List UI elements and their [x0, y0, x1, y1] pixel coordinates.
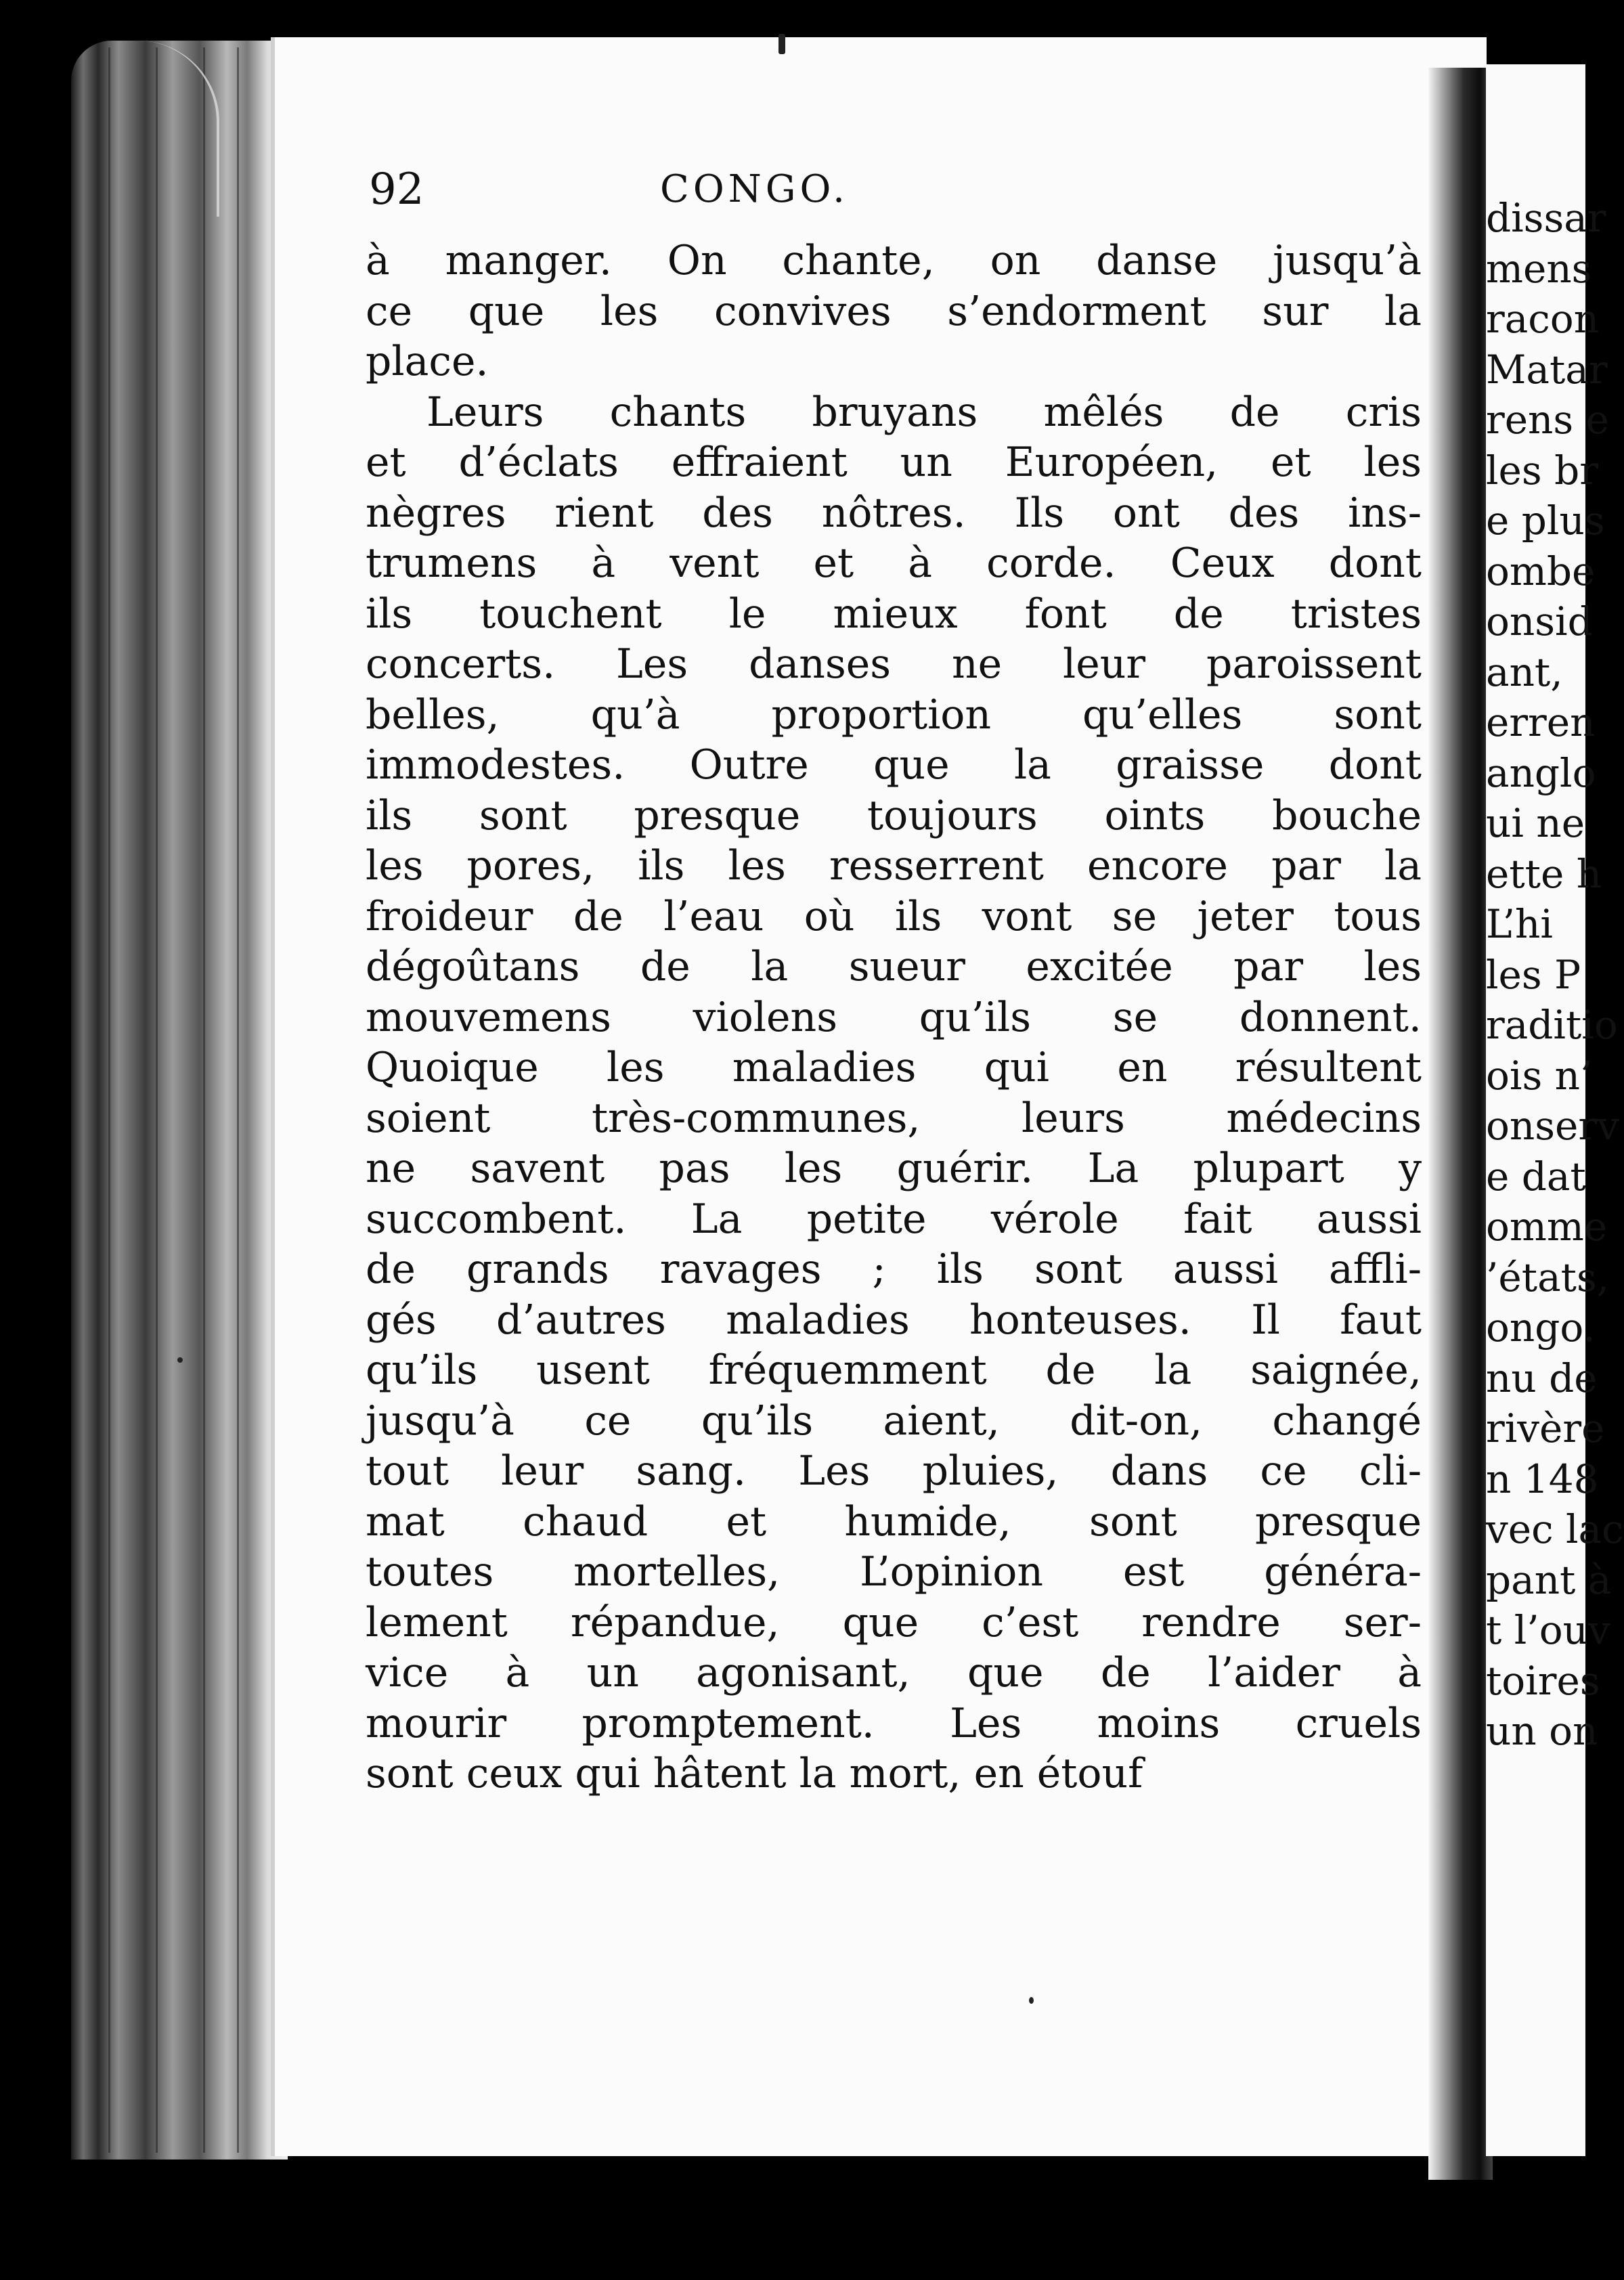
text-line: Quoique les maladies qui en résultent	[366, 1044, 1422, 1091]
right-page-fragment: raditio	[1486, 1002, 1618, 1048]
text-line: lement répandue, que c’est rendre ser-	[366, 1598, 1422, 1646]
right-page-fragment: rivère	[1486, 1405, 1605, 1451]
right-page-fragment: anglo	[1486, 749, 1596, 796]
right-page-fragment: omme	[1486, 1204, 1608, 1250]
text-line: tout leur sang. Les pluies, dans ce cli-	[366, 1447, 1422, 1495]
right-page-fragment: ois n’	[1486, 1052, 1593, 1099]
right-page-fragment: rens e	[1486, 397, 1609, 443]
right-page-fragment: e plus	[1486, 498, 1605, 544]
right-page-fragment: onserv	[1486, 1103, 1619, 1149]
text-line: toutes mortelles, L’opinion est généra-	[366, 1548, 1422, 1596]
text-line: ne savent pas les guérir. La plupart y	[366, 1145, 1422, 1192]
ink-speck	[177, 1357, 183, 1363]
text-line: et d’éclats effraient un Européen, et les	[366, 439, 1422, 486]
right-page-fragment: les P	[1486, 951, 1581, 998]
running-head: CONGO.	[660, 167, 849, 211]
right-page-fragment: erren	[1486, 699, 1596, 745]
text-line: jusqu’à ce qu’ils aient, dit-on, changé	[366, 1397, 1422, 1445]
right-page-fragment: dissar	[1486, 195, 1606, 241]
right-page-fragment: toires	[1486, 1657, 1600, 1704]
right-page-fragment: ant,	[1486, 649, 1563, 695]
right-page-fragment: nu de	[1486, 1355, 1598, 1401]
right-page-fragment: vec lac	[1486, 1506, 1624, 1552]
text-line: sont ceux qui hâtent la mort, en étouf	[366, 1750, 1143, 1797]
text-line: trumens à vent et à corde. Ceux dont	[366, 540, 1422, 587]
text-line: Leurs chants bruyans mêlés de cris	[426, 388, 1422, 436]
right-page-fragment: n 148	[1486, 1455, 1599, 1502]
right-page-fragment: t l’ouv	[1486, 1607, 1610, 1653]
text-line: mourir promptement. Les moins cruels	[366, 1699, 1422, 1747]
right-page-fragment: ette h	[1486, 850, 1602, 897]
right-page-fragment: e dat	[1486, 1153, 1586, 1200]
right-page-fragment: L’hi	[1486, 901, 1553, 947]
text-line: gés d’autres maladies honteuses. Il faut	[366, 1296, 1422, 1344]
page-number: 92	[369, 165, 424, 215]
text-line: dégoûtans de la sueur excitée par les	[366, 943, 1422, 990]
right-page-fragment: ongo.	[1486, 1305, 1596, 1351]
text-line: ils touchent le mieux font de tristes	[366, 590, 1422, 638]
text-line: à manger. On chante, on danse jusqu’à	[366, 237, 1422, 284]
text-line: nègres rient des nôtres. Ils ont des ins-	[366, 489, 1422, 537]
right-page-fragment: les br	[1486, 447, 1598, 494]
text-line: vice à un agonisant, que de l’aider à	[366, 1649, 1422, 1696]
right-page-fragment: onsid	[1486, 598, 1593, 644]
text-line: mat chaud et humide, sont presque	[366, 1497, 1422, 1545]
text-line: ce que les convives s’endorment sur la	[366, 287, 1422, 335]
ink-speck	[778, 34, 785, 54]
ink-speck	[1029, 1997, 1034, 2004]
right-page-fragment: ui ne	[1486, 800, 1585, 846]
text-line: soient très-communes, leurs médecins	[366, 1094, 1422, 1142]
right-page-fragment: pant à	[1486, 1556, 1612, 1603]
text-line: ils sont presque toujours oints bouche	[366, 791, 1422, 839]
text-line: succombent. La petite vérole fait aussi	[366, 1195, 1422, 1243]
text-line: mouvemens violens qu’ils se donnent.	[366, 993, 1422, 1041]
text-line: qu’ils usent fréquemment de la saignée,	[366, 1346, 1422, 1394]
right-page-fragment: racon	[1486, 296, 1600, 342]
text-line: immodestes. Outre que la graisse dont	[366, 741, 1422, 789]
text-line: concerts. Les danses ne leur paroissent	[366, 640, 1422, 688]
right-page-fragment: mens	[1486, 245, 1592, 292]
right-page-fragment: un on	[1486, 1708, 1598, 1754]
text-line: place.	[366, 338, 489, 385]
text-line: froideur de l’eau où ils vont se jeter tous	[366, 892, 1422, 940]
text-line: de grands ravages ; ils sont aussi affli-	[366, 1246, 1422, 1293]
text-line: les pores, ils les resserrent encore par la	[366, 842, 1422, 890]
right-page-fragment: ombe	[1486, 548, 1596, 594]
text-line: belles, qu’à proportion qu’elles sont	[366, 690, 1422, 739]
right-page-fragment: ’états,	[1486, 1254, 1610, 1300]
right-page-fragment: Matar	[1486, 346, 1608, 393]
